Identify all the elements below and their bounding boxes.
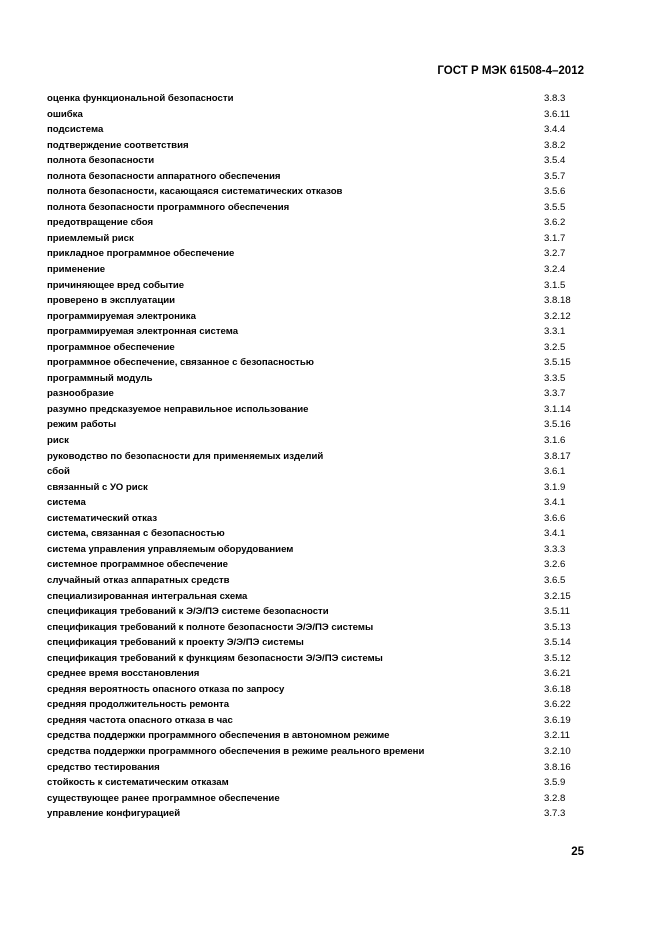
entry-section-ref: 3.5.11 bbox=[544, 606, 570, 618]
entry-term: систематический отказ bbox=[47, 512, 158, 524]
entry-section-ref: 3.1.9 bbox=[544, 481, 566, 493]
entry-term: программируемая электронная система bbox=[47, 326, 239, 338]
index-entry bbox=[47, 604, 587, 620]
entry-term: применение bbox=[47, 264, 106, 276]
entry-term: система, связанная с безопасностью bbox=[47, 528, 225, 540]
index-entry bbox=[47, 122, 587, 138]
index-entry bbox=[47, 138, 587, 154]
entry-section-ref: 3.5.14 bbox=[544, 637, 571, 649]
entry-term: средства поддержки программного обеспечения в автономном режиме bbox=[47, 730, 390, 742]
entry-section-ref: 3.6.22 bbox=[544, 699, 571, 711]
index-entry bbox=[47, 791, 587, 807]
entry-section-ref: 3.5.6 bbox=[544, 186, 566, 198]
entry-term: случайный отказ аппаратных средств bbox=[47, 574, 230, 586]
index-entry bbox=[47, 557, 587, 573]
entry-term: риск bbox=[47, 435, 69, 447]
entry-section-ref: 3.4.4 bbox=[544, 124, 566, 136]
entry-section-ref: 3.2.6 bbox=[544, 559, 566, 571]
term-index-list bbox=[47, 91, 587, 822]
entry-term: связанный с УО риск bbox=[47, 481, 148, 493]
index-entry bbox=[47, 495, 587, 511]
entry-term: сбой bbox=[47, 466, 70, 478]
entry-section-ref: 3.1.5 bbox=[544, 279, 566, 291]
entry-section-ref: 3.2.10 bbox=[544, 745, 571, 757]
index-entry bbox=[47, 589, 587, 605]
index-entry bbox=[47, 417, 587, 433]
entry-section-ref: 3.5.9 bbox=[544, 777, 566, 789]
index-entry bbox=[47, 449, 587, 465]
index-entry bbox=[47, 200, 587, 216]
entry-section-ref: 3.5.12 bbox=[544, 652, 571, 664]
entry-section-ref: 3.6.5 bbox=[544, 574, 566, 586]
entry-section-ref: 3.5.7 bbox=[544, 170, 566, 182]
index-entry bbox=[47, 324, 587, 340]
entry-term: подтверждение соответствия bbox=[47, 139, 189, 151]
entry-section-ref: 3.1.14 bbox=[544, 403, 571, 415]
entry-term: специализированная интегральная схема bbox=[47, 590, 248, 602]
entry-section-ref: 3.2.8 bbox=[544, 792, 566, 804]
entry-section-ref: 3.1.7 bbox=[544, 232, 566, 244]
entry-section-ref: 3.2.4 bbox=[544, 264, 566, 276]
entry-section-ref: 3.3.7 bbox=[544, 388, 566, 400]
index-entry bbox=[47, 526, 587, 542]
entry-term: программный модуль bbox=[47, 372, 153, 384]
entry-section-ref: 3.5.13 bbox=[544, 621, 571, 633]
entry-section-ref: 3.2.15 bbox=[544, 590, 571, 602]
index-entry bbox=[47, 262, 587, 278]
entry-section-ref: 3.5.5 bbox=[544, 201, 566, 213]
document-header: ГОСТ Р МЭК 61508-4–2012 bbox=[437, 65, 584, 77]
index-entry bbox=[47, 340, 587, 356]
entry-term: средняя вероятность опасного отказа по запросу bbox=[47, 683, 285, 695]
index-entry bbox=[47, 402, 587, 418]
entry-section-ref: 3.2.7 bbox=[544, 248, 566, 260]
entry-term: спецификация требований к Э/Э/ПЭ системе безопасности bbox=[47, 606, 329, 618]
index-entry bbox=[47, 635, 587, 651]
entry-term: средства поддержки программного обеспечения в режиме реального времени bbox=[47, 745, 425, 757]
entry-term: среднее время восстановления bbox=[47, 668, 200, 680]
entry-term: разумно предсказуемое неправильное использование bbox=[47, 403, 309, 415]
entry-term: спецификация требований к проекту Э/Э/ПЭ системы bbox=[47, 637, 304, 649]
entry-term: программное обеспечение, связанное с безопасностью bbox=[47, 357, 314, 369]
index-entry bbox=[47, 293, 587, 309]
entry-section-ref: 3.8.17 bbox=[544, 450, 571, 462]
entry-term: программируемая электроника bbox=[47, 310, 196, 322]
entry-section-ref: 3.2.5 bbox=[544, 341, 566, 353]
index-entry bbox=[47, 480, 587, 496]
index-entry bbox=[47, 511, 587, 527]
entry-section-ref: 3.5.4 bbox=[544, 155, 566, 167]
index-entry bbox=[47, 309, 587, 325]
index-entry bbox=[47, 713, 587, 729]
entry-term: стойкость к систематическим отказам bbox=[47, 777, 229, 789]
entry-section-ref: 3.3.5 bbox=[544, 372, 566, 384]
entry-term: спецификация требований к полноте безопасности Э/Э/ПЭ системы bbox=[47, 621, 374, 633]
index-entry bbox=[47, 153, 587, 169]
entry-section-ref: 3.6.11 bbox=[544, 108, 570, 120]
entry-term: программное обеспечение bbox=[47, 341, 175, 353]
entry-term: средство тестирования bbox=[47, 761, 160, 773]
entry-term: причиняющее вред событие bbox=[47, 279, 185, 291]
entry-term: полнота безопасности, касающаяся систематических отказов bbox=[47, 186, 343, 198]
index-entry bbox=[47, 107, 587, 123]
entry-term: подсистема bbox=[47, 124, 104, 136]
entry-section-ref: 3.2.11 bbox=[544, 730, 570, 742]
index-entry bbox=[47, 278, 587, 294]
entry-term: оценка функциональной безопасности bbox=[47, 93, 234, 104]
index-entry bbox=[47, 215, 587, 231]
index-entry bbox=[47, 728, 587, 744]
entry-section-ref: 3.6.6 bbox=[544, 512, 566, 524]
index-entry bbox=[47, 573, 587, 589]
index-entry bbox=[47, 169, 587, 185]
entry-section-ref: 3.3.1 bbox=[544, 326, 566, 338]
entry-section-ref: 3.6.21 bbox=[544, 668, 571, 680]
index-entry bbox=[47, 682, 587, 698]
entry-term: полнота безопасности аппаратного обеспечения bbox=[47, 170, 281, 182]
entry-term: режим работы bbox=[47, 419, 117, 431]
index-entry bbox=[47, 386, 587, 402]
entry-section-ref: 3.6.19 bbox=[544, 714, 571, 726]
entry-term: существующее ранее программное обеспечение bbox=[47, 792, 280, 804]
entry-section-ref: 3.5.15 bbox=[544, 357, 571, 369]
index-entry bbox=[47, 775, 587, 791]
index-entry bbox=[47, 542, 587, 558]
index-entry bbox=[47, 697, 587, 713]
index-entry bbox=[47, 651, 587, 667]
entry-section-ref: 3.8.16 bbox=[544, 761, 571, 773]
index-entry bbox=[47, 464, 587, 480]
entry-section-ref: 3.6.1 bbox=[544, 466, 566, 478]
entry-term: прикладное программное обеспечение bbox=[47, 248, 235, 260]
entry-section-ref: 3.8.3 bbox=[544, 93, 566, 104]
index-entry bbox=[47, 184, 587, 200]
entry-term: средняя продолжительность ремонта bbox=[47, 699, 230, 711]
entry-section-ref: 3.5.16 bbox=[544, 419, 571, 431]
entry-term: средняя частота опасного отказа в час bbox=[47, 714, 233, 726]
entry-term: предотвращение сбоя bbox=[47, 217, 154, 229]
entry-section-ref: 3.7.3 bbox=[544, 808, 566, 820]
entry-term: проверено в эксплуатации bbox=[47, 295, 176, 307]
index-entry bbox=[47, 371, 587, 387]
entry-section-ref: 3.1.6 bbox=[544, 435, 566, 447]
entry-term: приемлемый риск bbox=[47, 232, 134, 244]
entry-term: системное программное обеспечение bbox=[47, 559, 228, 571]
index-entry bbox=[47, 246, 587, 262]
entry-section-ref: 3.8.2 bbox=[544, 139, 566, 151]
entry-section-ref: 3.8.18 bbox=[544, 295, 571, 307]
entry-section-ref: 3.6.2 bbox=[544, 217, 566, 229]
entry-section-ref: 3.4.1 bbox=[544, 528, 566, 540]
entry-term: полнота безопасности программного обеспечения bbox=[47, 201, 290, 213]
index-entry bbox=[47, 760, 587, 776]
entry-term: спецификация требований к функциям безопасности Э/Э/ПЭ системы bbox=[47, 652, 383, 664]
entry-section-ref: 3.4.1 bbox=[544, 497, 566, 509]
entry-term: ошибка bbox=[47, 108, 83, 120]
page-number: 25 bbox=[571, 846, 584, 858]
index-entry bbox=[47, 231, 587, 247]
index-entry bbox=[47, 433, 587, 449]
index-entry bbox=[47, 91, 587, 107]
index-entry bbox=[47, 355, 587, 371]
entry-term: полнота безопасности bbox=[47, 155, 155, 167]
entry-term: руководство по безопасности для применяемых изделий bbox=[47, 450, 324, 462]
entry-term: управление конфигурацией bbox=[47, 808, 181, 820]
entry-term: система управления управляемым оборудованием bbox=[47, 543, 294, 555]
entry-section-ref: 3.2.12 bbox=[544, 310, 571, 322]
entry-term: система bbox=[47, 497, 86, 509]
index-entry bbox=[47, 744, 587, 760]
entry-section-ref: 3.3.3 bbox=[544, 543, 566, 555]
index-entry bbox=[47, 806, 587, 822]
index-entry bbox=[47, 620, 587, 636]
entry-section-ref: 3.6.18 bbox=[544, 683, 571, 695]
entry-term: разнообразие bbox=[47, 388, 114, 400]
index-entry bbox=[47, 666, 587, 682]
